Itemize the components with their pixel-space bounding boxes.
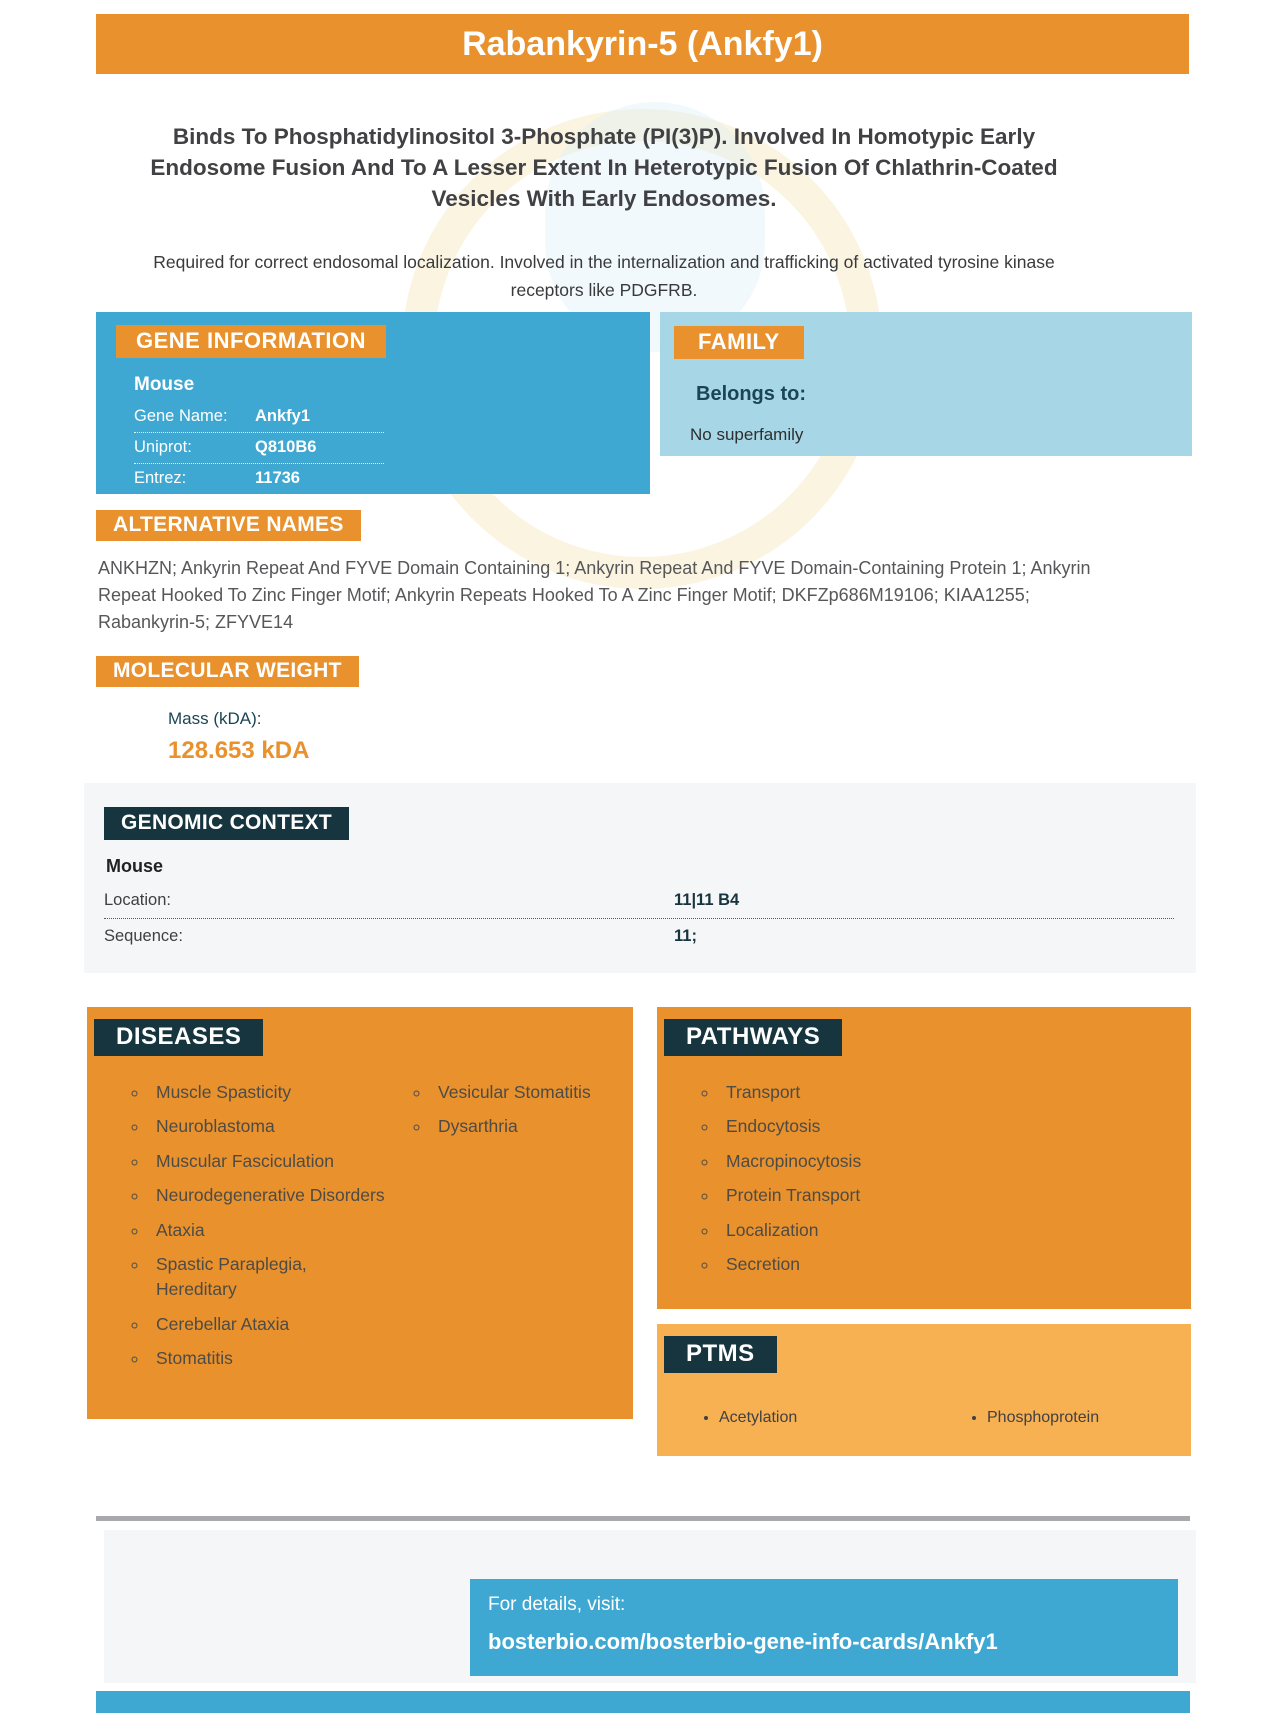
pathways-panel [657,1007,1191,1309]
genomic-context-heading: GENOMIC CONTEXT [104,807,349,840]
footer-panel [104,1530,1196,1683]
alternative-names-text: ANKHZN; Ankyrin Repeat And FYVE Domain Containing 1; Ankyrin Repeat And FYVE Domain-Containing Protein 1; Ankyrin Repeat Hooked To Zinc Finger Motif; Ankyrin Repeats Hooked To A Zinc Finger Motif; DKFZp686M19106; KIAA1255; Rabankyrin-5; ZFYVE14 [98,558,1091,632]
uniprot-value: Q810B6 [255,438,317,456]
pathways-heading: PATHWAYS [664,1019,842,1056]
family-heading: FAMILY [674,326,804,359]
list-item: ◦ Transport [719,1080,1191,1105]
list-item: ◦ Localization [719,1218,1191,1243]
list-item: ◦ Spastic Paraplegia, Hereditary [149,1252,391,1303]
list-item: • Acetylation [719,1409,947,1427]
list-item: ◦ Muscle Spasticity [149,1080,391,1105]
molecular-weight-heading: MOLECULAR WEIGHT [96,656,359,687]
gene-information-panel [96,312,650,494]
summary-bold-text: Binds To Phosphatidylinositol 3-Phosphate (PI(3)P). Involved In Homotypic Early Endosome Fusion And To A Lesser Extent In Heterotypic Fusion Of Chlathrin-Coated Vesicles With Early Endosomes. [150,124,1058,211]
sequence-row [104,919,1174,954]
genomic-species-label: Mouse [106,856,164,876]
entrez-row [134,464,384,494]
location-value: 11|11 B4 [674,891,740,909]
list-item: ◦ Ataxia [149,1218,391,1243]
family-belongs-value: No superfamily [690,425,804,444]
diseases-list-col1 [109,1080,391,1371]
list-item: ◦ Dysarthria [431,1114,631,1139]
description-block [96,121,1112,304]
list-item: ◦ Endocytosis [719,1114,1191,1139]
list-item: ◦ Cerebellar Ataxia [149,1312,391,1337]
location-label: Location: [104,891,171,909]
entrez-value: 11736 [255,469,300,487]
diseases-list-col2 [391,1080,631,1140]
gene-name-value: Ankfy1 [255,407,311,425]
mass-label: Mass (kDA): [168,709,262,728]
ptms-panel [657,1324,1191,1456]
list-item: ◦ Secretion [719,1252,1191,1277]
gene-information-heading: GENE INFORMATION [116,325,386,358]
sequence-label: Sequence: [104,927,183,945]
list-item: ◦ Neuroblastoma [149,1114,391,1139]
uniprot-label: Uniprot: [134,438,192,456]
list-item: ◦ Stomatitis [149,1346,391,1371]
gene-name-label: Gene Name: [134,407,228,425]
alternative-names-heading: ALTERNATIVE NAMES [96,510,361,541]
mass-value: 128.653 kDA [168,737,310,764]
list-item: • Phosphoprotein [987,1409,1191,1427]
bottom-accent-bar [96,1691,1190,1713]
family-panel [660,312,1192,456]
diseases-panel [87,1007,633,1419]
list-item: ◦ Protein Transport [719,1183,1191,1208]
section-divider [96,1516,1190,1521]
diseases-heading: DISEASES [94,1019,263,1056]
gene-species-label: Mouse [134,374,195,395]
genomic-context-panel [84,783,1196,973]
ptms-heading: PTMS [664,1336,777,1373]
list-item: ◦ Neurodegenerative Disorders [149,1183,391,1208]
uniprot-row [134,433,384,464]
page-title: Rabankyrin-5 (Ankfy1) [462,25,823,63]
list-item: ◦ Vesicular Stomatitis [431,1080,631,1105]
ptms-list-col1 [679,1409,947,1427]
pathways-list [679,1080,1191,1277]
visit-label: For details, visit: [488,1594,626,1615]
family-belongs-label: Belongs to: [696,383,806,405]
gene-name-row [134,402,384,433]
visit-url: bosterbio.com/bosterbio-gene-info-cards/Ankfy1 [488,1629,998,1654]
summary-detail-text: Required for correct endosomal localization. Involved in the internalization and trafficking of activated tyrosine kinase receptors like PDGFRB. [153,252,1055,300]
sequence-value: 11; [674,927,697,945]
location-row [104,883,1174,919]
entrez-label: Entrez: [134,469,187,487]
title-banner [96,14,1189,74]
ptms-list-col2 [947,1409,1191,1427]
list-item: ◦ Muscular Fasciculation [149,1149,391,1174]
visit-info-box [470,1579,1178,1676]
list-item: ◦ Macropinocytosis [719,1149,1191,1174]
